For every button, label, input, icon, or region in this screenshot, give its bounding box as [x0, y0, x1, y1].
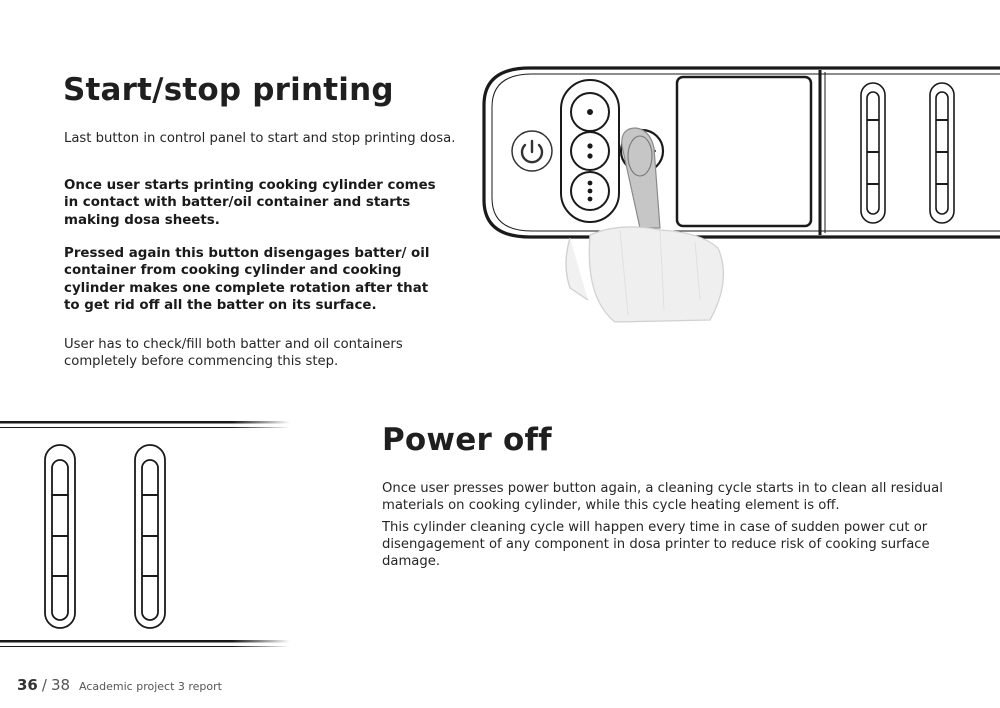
report-label: Academic project 3 report — [79, 680, 222, 693]
start-stop-intro: Last button in control panel to start and stop printing dosa. — [64, 131, 456, 146]
section-title-start-stop: Start/stop printing — [63, 72, 394, 108]
start-stop-note: User has to check/fill both batter and oil containers completely before commencing this step. — [64, 337, 403, 369]
start-stop-bold-1: Once user starts printing cooking cylinder comes in contact with batter/oil container and starts making dosa sheets. — [64, 178, 436, 228]
container-level-illustration — [0, 415, 300, 655]
page-number: 36 — [17, 676, 38, 694]
three-dots-icon — [571, 172, 609, 210]
power-off-paragraph-2: This cylinder cleaning cycle will happen every time in case of sudden power cut or disengagement of any component in dosa printer to reduce risk of cooking surface damage. — [382, 520, 930, 569]
section-title-power-off: Power off — [382, 422, 552, 458]
power-off-paragraph-1: Once user presses power button again, a cleaning cycle starts in to clean all residual materials on cooking cylinder, while this cycle heating element is off. — [382, 481, 943, 513]
start-stop-bold-2: Pressed again this button disengages batter/ oil container from cooking cylinder and cooking cylinder makes one complete rotation after that to get rid off all the batter on its surface. — [64, 246, 430, 313]
page-footer — [17, 676, 222, 694]
control-panel-illustration — [470, 60, 1000, 335]
one-dot-icon — [571, 93, 609, 131]
power-icon — [512, 131, 552, 171]
page-total: 38 — [50, 676, 71, 694]
two-dots-icon — [571, 132, 609, 170]
page-separator: / — [41, 676, 47, 694]
